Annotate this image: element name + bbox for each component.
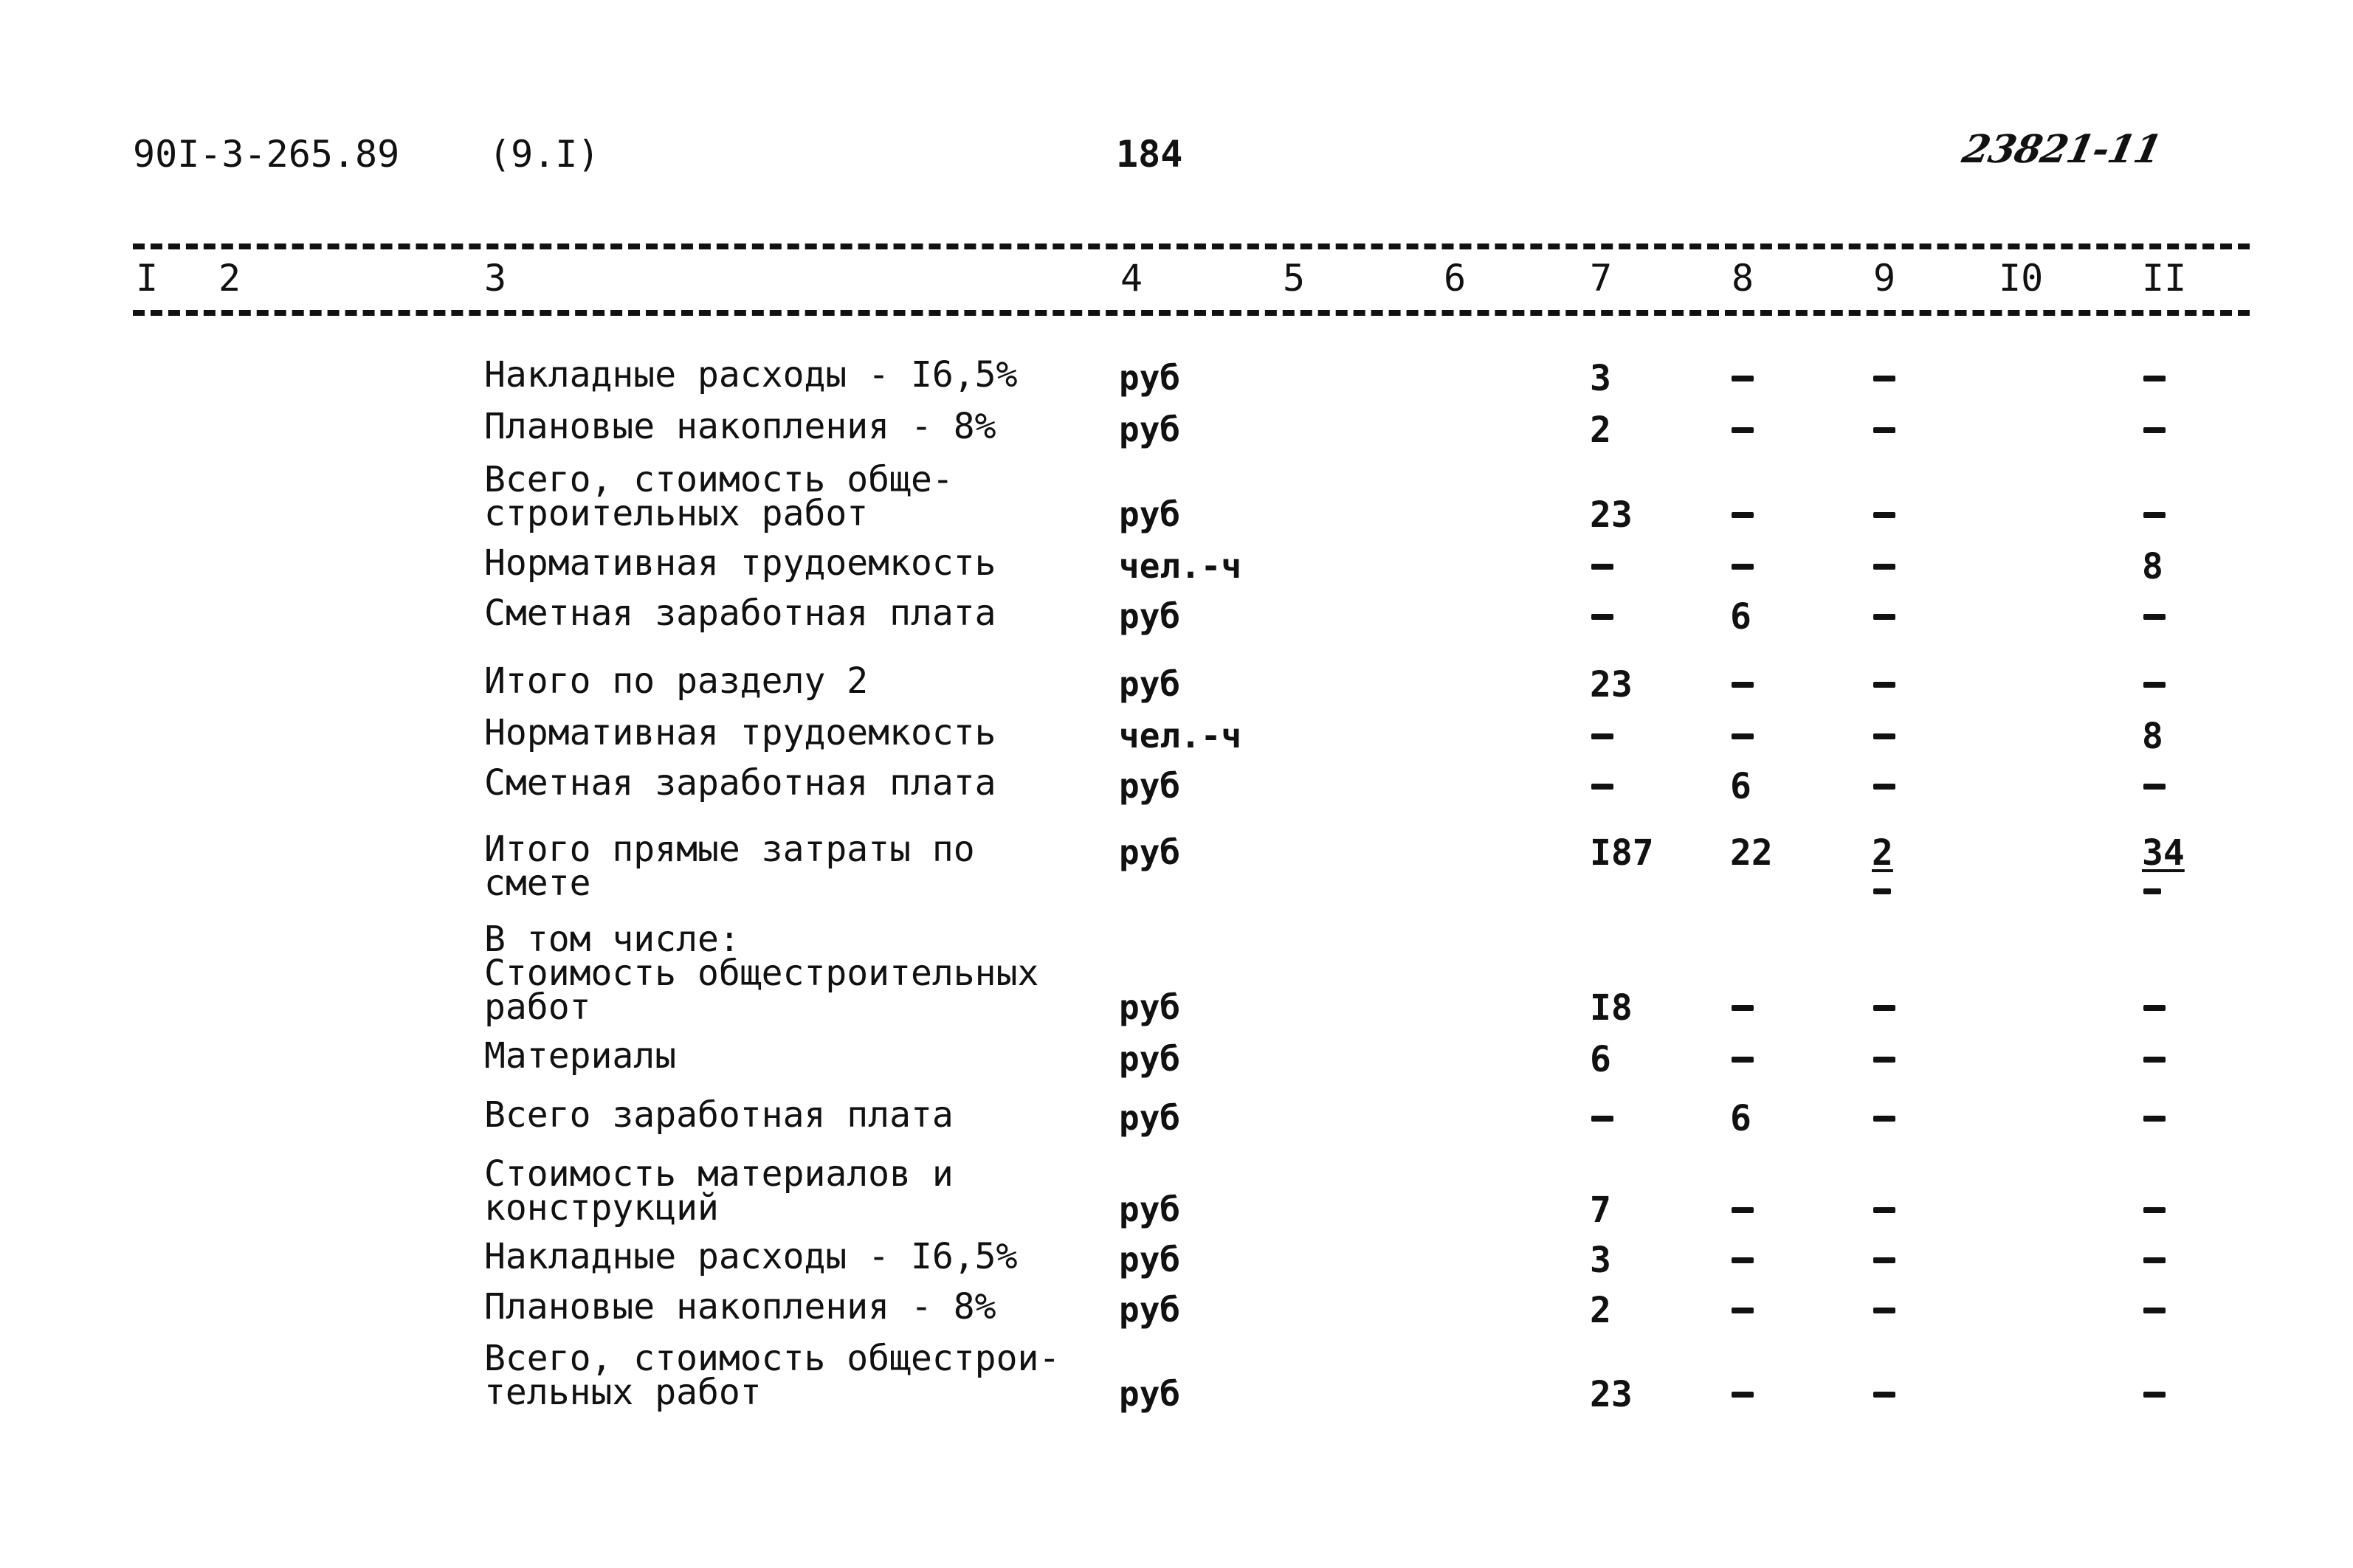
row-value-7-dash	[1591, 1116, 1613, 1122]
row-value-9-dash	[1873, 512, 1895, 518]
row-value-col-7: 2	[1590, 410, 1611, 451]
page-number: 184	[1116, 133, 1183, 176]
row-value-11-dash	[2143, 1005, 2166, 1011]
column-header-2: 2	[218, 257, 241, 300]
row-description-line: Сметная заработная плата	[484, 593, 996, 634]
row-value-11-dash	[2143, 512, 2166, 518]
row-unit: руб	[1119, 410, 1181, 449]
row-description-line: Сметная заработная плата	[484, 762, 996, 804]
row-value-9-dash	[1873, 1308, 1895, 1313]
column-header-4: 4	[1120, 257, 1143, 300]
row-value-col-11: 34	[2142, 832, 2185, 874]
row-description-line: работ	[484, 987, 591, 1028]
row-value-9-dash	[1873, 682, 1895, 688]
row-value-col-11: 8	[2142, 546, 2163, 587]
row-value-9-dash	[1873, 1057, 1895, 1063]
row-unit: руб	[1119, 1098, 1181, 1138]
row-unit: чел.-ч	[1119, 546, 1242, 586]
row-unit: руб	[1119, 1290, 1181, 1330]
row-value-9-dash	[1873, 427, 1895, 433]
row-unit: руб	[1119, 1039, 1181, 1079]
row-value-col-7: 23	[1590, 494, 1633, 536]
row-value-col-7: 3	[1590, 358, 1611, 399]
row-value-col-9: 2	[1872, 832, 1893, 874]
document-code: 90I-3-265.89	[133, 133, 400, 176]
row-description-line: Материалы	[484, 1035, 677, 1077]
row-description-line: Итого прямые затраты по	[484, 829, 975, 870]
row-value-8-dash	[1732, 1005, 1754, 1011]
row-value-9-dash	[1873, 733, 1895, 739]
row-value-11-dash	[2143, 1207, 2166, 1213]
row-unit: руб	[1119, 987, 1181, 1027]
row-value-col-8: 22	[1730, 832, 1773, 874]
row-description-line: Накладные расходы - I6,5%	[484, 354, 1018, 396]
row-value-9-dash	[1873, 564, 1895, 570]
row-value-col-7: 7	[1590, 1189, 1611, 1231]
row-value-col-7: 6	[1590, 1039, 1611, 1080]
row-description-line: Всего, стоимость обще-	[484, 459, 954, 500]
row-value-7-dash	[1591, 784, 1613, 790]
row-value-9-dash	[1873, 1257, 1895, 1263]
archive-number: 23821-11	[1958, 127, 2166, 172]
row-value-11-dash	[2143, 614, 2166, 620]
row-value-9-dash	[1873, 1392, 1895, 1398]
row-value-11-dash	[2143, 1308, 2166, 1313]
row-description-line: Накладные расходы - I6,5%	[484, 1236, 1018, 1277]
row-description-line: Всего, стоимость общестрои-	[484, 1338, 1061, 1379]
row-value-9-dash	[1873, 376, 1895, 381]
row-value-8-dash	[1732, 1057, 1754, 1063]
row-value-8-dash	[1732, 733, 1754, 739]
row-value-8-dash	[1732, 427, 1754, 433]
row-value-9-dash	[1873, 1005, 1895, 1011]
column-header-6: 6	[1444, 257, 1467, 300]
row-value-8-dash	[1732, 512, 1754, 518]
row-description-line: Всего заработная плата	[484, 1094, 954, 1136]
row-value-9-dash	[1873, 1116, 1895, 1122]
row-value-col-8: 6	[1730, 1098, 1751, 1139]
row-value-8-dash	[1732, 1392, 1754, 1398]
row-unit: руб	[1119, 358, 1181, 398]
row-unit: руб	[1119, 494, 1181, 534]
header-rule-bottom	[133, 310, 2250, 316]
column-header-3: 3	[484, 257, 507, 300]
row-value-col-7: I8	[1590, 987, 1633, 1029]
row-value-9-dash	[1873, 1207, 1895, 1213]
row-unit: руб	[1119, 832, 1181, 872]
row-unit: руб	[1119, 1374, 1181, 1414]
row-value-11-dash	[2143, 1057, 2166, 1063]
row-value-11-sub-dash	[2143, 888, 2161, 894]
row-description-line: конструкций	[484, 1187, 719, 1229]
row-description-line: смете	[484, 863, 591, 904]
row-value-9-dash	[1873, 784, 1895, 790]
row-value-7-dash	[1591, 614, 1613, 620]
row-value-8-dash	[1732, 1257, 1754, 1263]
row-value-col-8: 6	[1730, 596, 1751, 638]
row-unit: руб	[1119, 766, 1181, 806]
row-description-line: Плановые накопления - 8%	[484, 406, 996, 447]
row-value-8-dash	[1732, 1207, 1754, 1213]
row-description-line: Плановые накопления - 8%	[484, 1286, 996, 1327]
row-value-11-dash	[2143, 427, 2166, 433]
row-value-11-dash	[2143, 1392, 2166, 1398]
row-value-col-7: 23	[1590, 1374, 1633, 1415]
row-value-col-7: 2	[1590, 1290, 1611, 1331]
row-unit: руб	[1119, 1240, 1181, 1279]
row-value-11-dash	[2143, 1257, 2166, 1263]
row-description-line: строительных работ	[484, 493, 869, 534]
column-header-5: 5	[1283, 257, 1306, 300]
row-value-9-dash	[1873, 614, 1895, 620]
column-header-8: 8	[1732, 257, 1754, 300]
row-value-7-dash	[1591, 733, 1613, 739]
row-description-line: Итого по разделу 2	[484, 660, 869, 702]
row-description-line: Нормативная трудоемкость	[484, 712, 996, 753]
row-value-8-dash	[1732, 682, 1754, 688]
row-value-11-dash	[2143, 682, 2166, 688]
column-header-7: 7	[1590, 257, 1613, 300]
row-value-11-dash	[2143, 1116, 2166, 1122]
row-description-line: тельных работ	[484, 1372, 762, 1413]
row-value-col-7: 3	[1590, 1240, 1611, 1281]
column-header-1: I	[136, 257, 159, 300]
header-rule-top	[133, 244, 2250, 249]
row-value-col-7: I87	[1590, 832, 1654, 874]
row-unit: руб	[1119, 1189, 1181, 1229]
row-unit: руб	[1119, 664, 1181, 704]
row-description-line: Стоимость материалов и	[484, 1153, 954, 1195]
row-description-line: Нормативная трудоемкость	[484, 542, 996, 584]
row-description-line: В том числе:	[484, 919, 740, 960]
row-value-8-dash	[1732, 564, 1754, 570]
column-header-10: I0	[1999, 257, 2044, 300]
section-number: (9.I)	[489, 133, 600, 176]
row-unit: руб	[1119, 596, 1181, 636]
row-unit: чел.-ч	[1119, 716, 1242, 756]
row-value-11-dash	[2143, 784, 2166, 790]
row-value-11-dash	[2143, 376, 2166, 381]
column-header-11: II	[2142, 257, 2187, 300]
row-value-8-dash	[1732, 376, 1754, 381]
row-value-col-8: 6	[1730, 766, 1751, 807]
row-description-line: Стоимость общестроительных	[484, 953, 1039, 994]
row-value-7-dash	[1591, 564, 1613, 570]
row-value-8-dash	[1732, 1308, 1754, 1313]
row-value-col-7: 23	[1590, 664, 1633, 705]
column-header-9: 9	[1873, 257, 1896, 300]
row-value-9-sub-dash	[1873, 888, 1891, 894]
row-value-col-11: 8	[2142, 716, 2163, 757]
